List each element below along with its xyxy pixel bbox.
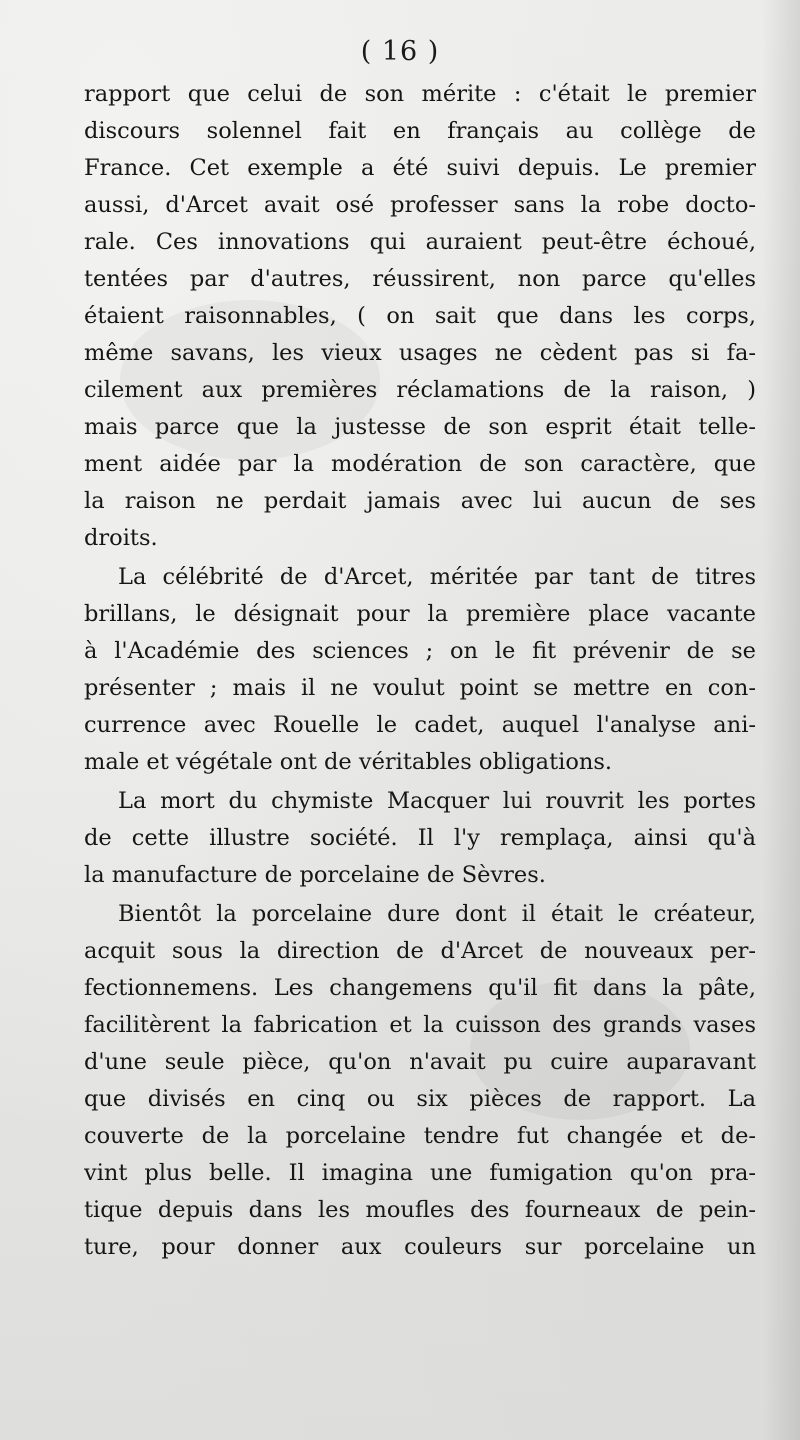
text-line: étaient raisonnables, ( on sait que dans les corps,: [84, 303, 756, 329]
text-line: présenter ; mais il ne voulut point se mettre en con-: [84, 675, 756, 701]
text-line: couverte de la porcelaine tendre fut changée et de-: [84, 1123, 756, 1149]
text-line: mais parce que la justesse de son esprit était telle-: [84, 414, 756, 440]
text-line: brillans, le désignait pour la première place vacante: [84, 601, 756, 627]
text-line: aussi, d'Arcet avait osé professer sans la robe docto-: [84, 192, 756, 218]
text-line: rale. Ces innovations qui auraient peut-être échoué,: [84, 229, 756, 255]
text-line: La mort du chymiste Macquer lui rouvrit les portes: [118, 788, 756, 814]
paragraph: [84, 783, 756, 894]
text-line: rapport que celui de son mérite : c'était le premier: [84, 81, 756, 107]
text-line: vint plus belle. Il imagina une fumigation qu'on pra-: [84, 1160, 756, 1186]
text-line: ture, pour donner aux couleurs sur porcelaine un: [84, 1234, 756, 1260]
text-line: ment aidée par la modération de son caractère, que: [84, 451, 756, 477]
text-line: discours solennel fait en français au collège de: [84, 118, 756, 144]
text-line: tentées par d'autres, réussirent, non parce qu'elles: [84, 266, 756, 292]
text-line: que divisés en cinq ou six pièces de rapport. La: [84, 1086, 756, 1112]
paragraph: [84, 559, 756, 781]
body-text: [84, 76, 756, 1266]
text-line: d'une seule pièce, qu'on n'avait pu cuire auparavant: [84, 1049, 756, 1075]
text-line: la raison ne perdait jamais avec lui aucun de ses: [84, 488, 756, 514]
paragraph: [84, 896, 756, 1266]
text-line: La célébrité de d'Arcet, méritée par tant de titres: [118, 564, 756, 590]
text-line: France. Cet exemple a été suivi depuis. Le premier: [84, 155, 756, 181]
text-line: de cette illustre société. Il l'y remplaça, ainsi qu'à: [84, 825, 756, 851]
text-line: fectionnemens. Les changemens qu'il fit dans la pâte,: [84, 975, 756, 1001]
text-line: la manufacture de porcelaine de Sèvres.: [84, 862, 546, 888]
text-line: cilement aux premières réclamations de la raison, ): [84, 377, 756, 403]
page-number: ( 16 ): [360, 36, 440, 67]
page-gutter-shadow: [762, 0, 800, 1440]
text-line: Bientôt la porcelaine dure dont il était le créateur,: [118, 901, 756, 927]
text-line: acquit sous la direction de d'Arcet de nouveaux per-: [84, 938, 756, 964]
text-line: droits.: [84, 525, 158, 551]
text-line: tique depuis dans les moufles des fourneaux de pein-: [84, 1197, 756, 1223]
text-line: currence avec Rouelle le cadet, auquel l'analyse ani-: [84, 712, 756, 738]
paragraph: [84, 76, 756, 557]
text-line: facilitèrent la fabrication et la cuisson des grands vases: [84, 1012, 756, 1038]
text-line: même savans, les vieux usages ne cèdent pas si fa-: [84, 340, 756, 366]
text-line: à l'Académie des sciences ; on le fit prévenir de se: [84, 638, 756, 664]
text-line: male et végétale ont de véritables obligations.: [84, 749, 613, 775]
